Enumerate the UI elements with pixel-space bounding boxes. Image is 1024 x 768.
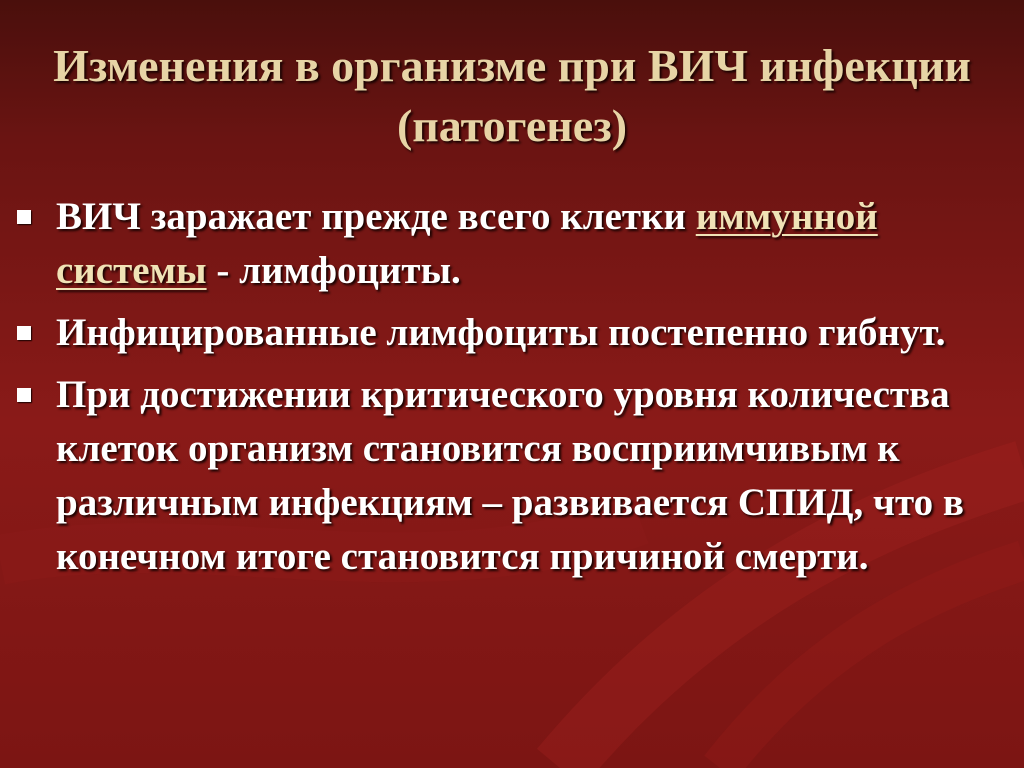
bullet-item-1 <box>0 190 1024 298</box>
square-bullet-icon <box>17 326 31 340</box>
bullet-list <box>0 190 1024 592</box>
bullet-1-text-after: - лимфоциты. <box>206 249 461 292</box>
bullet-1-text-before: ВИЧ заражает прежде всего клетки <box>56 195 696 238</box>
bullet-3-text: При достижении критического уровня количества клеток организм становится восприимчивым к различным инфекциям – развивается СПИД, что в конечном итоге становится причиной смерти. <box>56 373 964 578</box>
slide-title: Изменения в организме при ВИЧ инфекции (патогенез) <box>53 40 971 151</box>
square-bullet-icon <box>17 388 31 402</box>
bullet-2-text: Инфицированные лимфоциты постепенно гибнут. <box>56 311 946 354</box>
bullet-item-2 <box>0 306 1024 360</box>
bullet-item-3 <box>0 368 1024 584</box>
square-bullet-icon <box>17 210 31 224</box>
immune-system-link[interactable]: иммунной системы <box>56 195 878 292</box>
